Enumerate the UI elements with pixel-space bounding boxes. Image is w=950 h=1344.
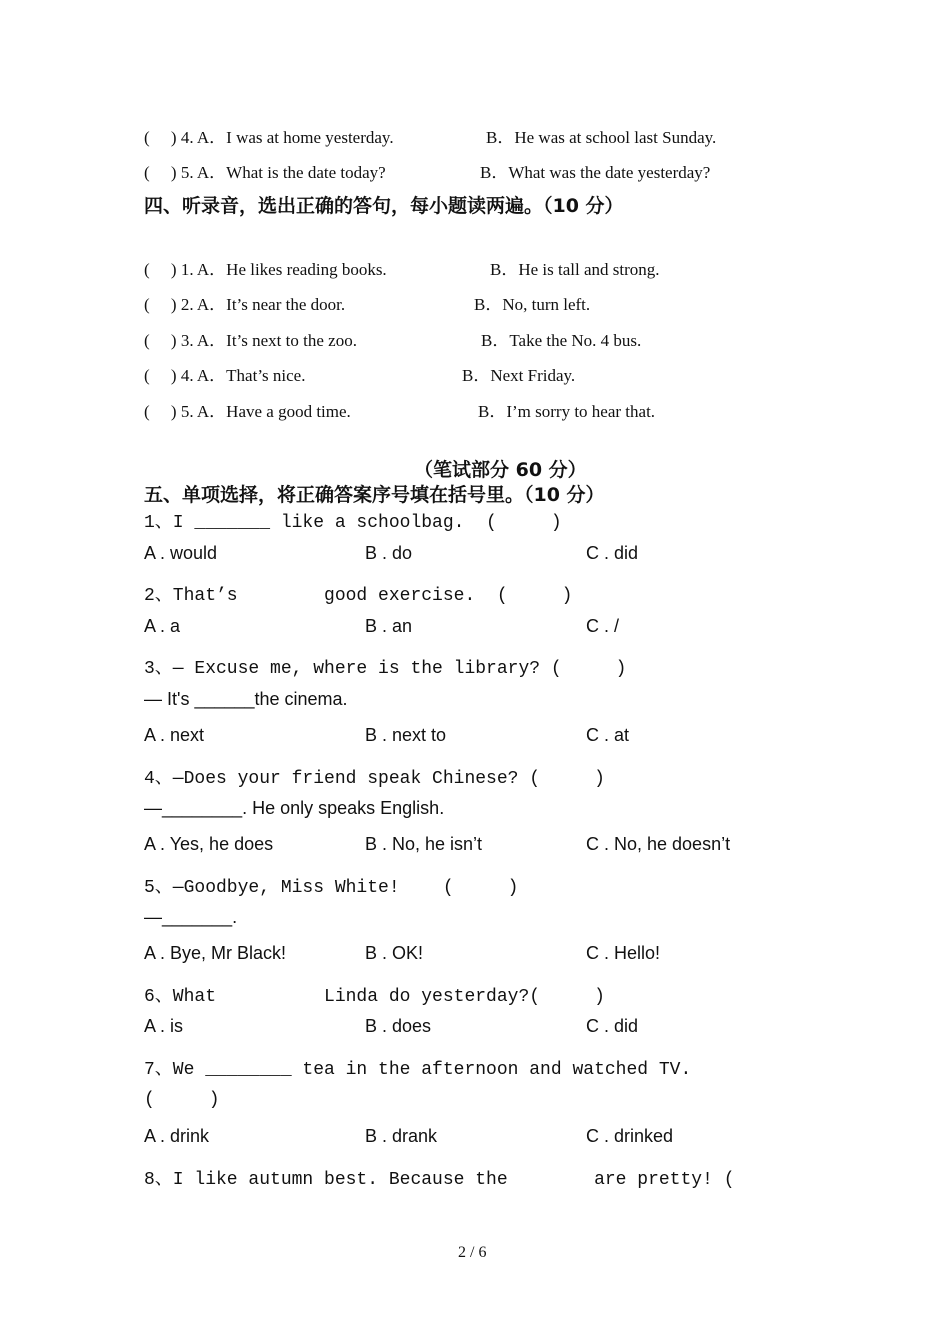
q3-stem: 3、— Excuse me, where is the library? ( ): [144, 659, 627, 679]
q4-option-b: B . No, he isn’t: [365, 834, 483, 854]
q7-option-c: C . drinked: [586, 1126, 674, 1146]
q5-stem: 5、—Goodbye, Miss White! ( ): [144, 878, 519, 898]
q2-option-a: A . a: [144, 616, 181, 636]
q6-option-b: B . does: [365, 1016, 432, 1036]
q5-option-a: A . Bye, Mr Black!: [144, 943, 287, 963]
q6-option-c: C . did: [586, 1016, 639, 1036]
s4-item-1-a: ( ) 1. A．He likes reading books.: [144, 260, 387, 279]
q4-option-c: C . No, he doesn’t: [586, 834, 731, 854]
s4-item-4-a: ( ) 4. A．That’s nice.: [144, 366, 306, 385]
q4-reply: —________. He only speaks English.: [144, 798, 445, 818]
q7-answer-paren: ( ): [144, 1090, 220, 1110]
s3-item-4-a: ( ) 4. A．I was at home yesterday.: [144, 128, 394, 147]
q2-option-c: C . /: [586, 616, 620, 636]
q3-option-a: A . next: [144, 725, 205, 745]
q1-option-c: C . did: [586, 543, 639, 563]
q6-option-a: A . is: [144, 1016, 184, 1036]
page-number: 2 / 6: [458, 1244, 487, 1261]
s4-item-2-a: ( ) 2. A．It’s near the door.: [144, 295, 346, 314]
q3-reply: — It's ______the cinema.: [144, 689, 348, 709]
q6-stem: 6、What Linda do yesterday?( ): [144, 987, 605, 1007]
q7-stem: 7、We ________ tea in the afternoon and watched TV.: [144, 1060, 692, 1080]
q2-option-b: B . an: [365, 616, 413, 636]
s3-item-4-b: B．He was at school last Sunday.: [486, 128, 717, 147]
section5-heading: 五、单项选择，将正确答案序号填在括号里。（10 分）: [144, 484, 605, 506]
q7-option-b: B . drank: [365, 1126, 438, 1146]
q5-reply: —_______.: [144, 907, 238, 927]
s4-item-2-b: B．No, turn left.: [474, 295, 591, 314]
s4-item-3-b: B．Take the No. 4 bus.: [481, 331, 642, 350]
s4-item-5-b: B．I’m sorry to hear that.: [478, 402, 656, 421]
s4-item-1-b: B．He is tall and strong.: [490, 260, 660, 279]
q4-stem: 4、—Does your friend speak Chinese? ( ): [144, 769, 605, 789]
q1-option-b: B . do: [365, 543, 413, 563]
s4-item-3-a: ( ) 3. A．It’s next to the zoo.: [144, 331, 357, 350]
section4-heading: 四、听录音，选出正确的答句，每小题读两遍。（10 分）: [144, 195, 624, 217]
q1-stem: 1、I _______ like a schoolbag. ( ): [144, 513, 562, 533]
q3-option-c: C . at: [586, 725, 630, 745]
s3-item-5-b: B．What was the date yesterday?: [480, 163, 711, 182]
q3-option-b: B . next to: [365, 725, 447, 745]
written-part-title: （笔试部分 60 分）: [414, 459, 587, 481]
s4-item-5-a: ( ) 5. A．Have a good time.: [144, 402, 351, 421]
q4-option-a: A . Yes, he does: [144, 834, 274, 854]
s3-item-5-a: ( ) 5. A．What is the date today?: [144, 163, 386, 182]
q5-option-b: B . OK!: [365, 943, 424, 963]
q1-option-a: A . would: [144, 543, 218, 563]
q5-option-c: C . Hello!: [586, 943, 661, 963]
q7-option-a: A . drink: [144, 1126, 210, 1146]
q2-stem: 2、That’s good exercise. ( ): [144, 586, 573, 606]
q8-stem: 8、I like autumn best. Because the are pretty! (: [144, 1170, 735, 1190]
s4-item-4-b: B．Next Friday.: [462, 366, 576, 385]
